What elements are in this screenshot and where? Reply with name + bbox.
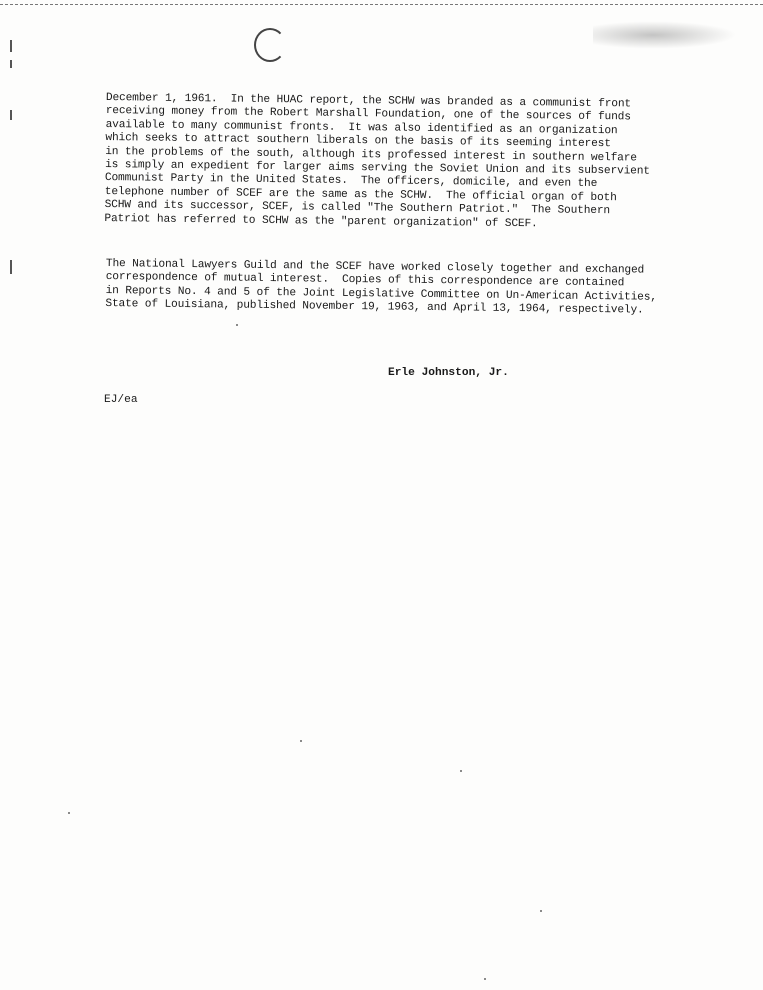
paragraph-1-line: receiving money from the Robert Marshall Foundation, one of the sources of funds bbox=[105, 105, 631, 124]
top-edge-rule bbox=[0, 4, 763, 5]
signature: Erle Johnston, Jr. bbox=[388, 367, 509, 379]
scan-noise-speck bbox=[593, 20, 743, 50]
paragraph-2-line: in Reports No. 4 and 5 of the Joint Legislative Committee on Un-American Activities, bbox=[105, 284, 657, 304]
paragraph-1-line: in the problems of the south, although its professed interest in southern welfare bbox=[105, 145, 637, 165]
paragraph-1-line: SCHW and its successor, SCEF, is called "The Southern Patriot." The Southern bbox=[104, 199, 611, 218]
scan-dot bbox=[300, 740, 302, 742]
paragraph-1-line: Patriot has referred to SCHW as the "parent organization" of SCEF. bbox=[104, 212, 538, 230]
scan-dot bbox=[460, 770, 462, 772]
punch-hole-mark bbox=[254, 28, 286, 62]
scan-dot bbox=[236, 324, 238, 326]
paragraph-1-line: available to many communist fronts. It was also identified as an organization bbox=[105, 118, 618, 138]
paragraph-2-line: State of Louisiana, published November 19, 1963, and April 13, 1964, respectively. bbox=[105, 298, 644, 317]
paragraph-2 bbox=[105, 258, 736, 319]
paragraph-1-line: Communist Party in the United States. The officers, domicile, and even the bbox=[104, 172, 598, 191]
scan-dot bbox=[540, 910, 542, 912]
left-margin-marks bbox=[10, 40, 13, 300]
paragraph-2-line: correspondence of mutual interest. Copies of this correspondence are contained bbox=[105, 271, 625, 290]
scan-dot bbox=[68, 812, 70, 814]
paragraph-1-line: December 1, 1961. In the HUAC report, the SCHW was branded as a communist front bbox=[105, 92, 632, 111]
paragraph-2-line: The National Lawyers Guild and the SCEF have worked closely together and exchanged bbox=[105, 258, 645, 277]
typist-initials: EJ/ea bbox=[104, 394, 138, 406]
paragraph-1-line: which seeks to attract southern liberals on the basis of its seeming interest bbox=[105, 132, 611, 151]
paragraph-1-line: is simply an expedient for larger aims serving the Soviet Union and its subservient bbox=[105, 159, 650, 178]
paragraph-1 bbox=[104, 92, 736, 234]
scan-dot bbox=[484, 978, 486, 980]
paragraph-1-line: telephone number of SCEF are the same as the SCHW. The official organ of both bbox=[104, 185, 617, 205]
